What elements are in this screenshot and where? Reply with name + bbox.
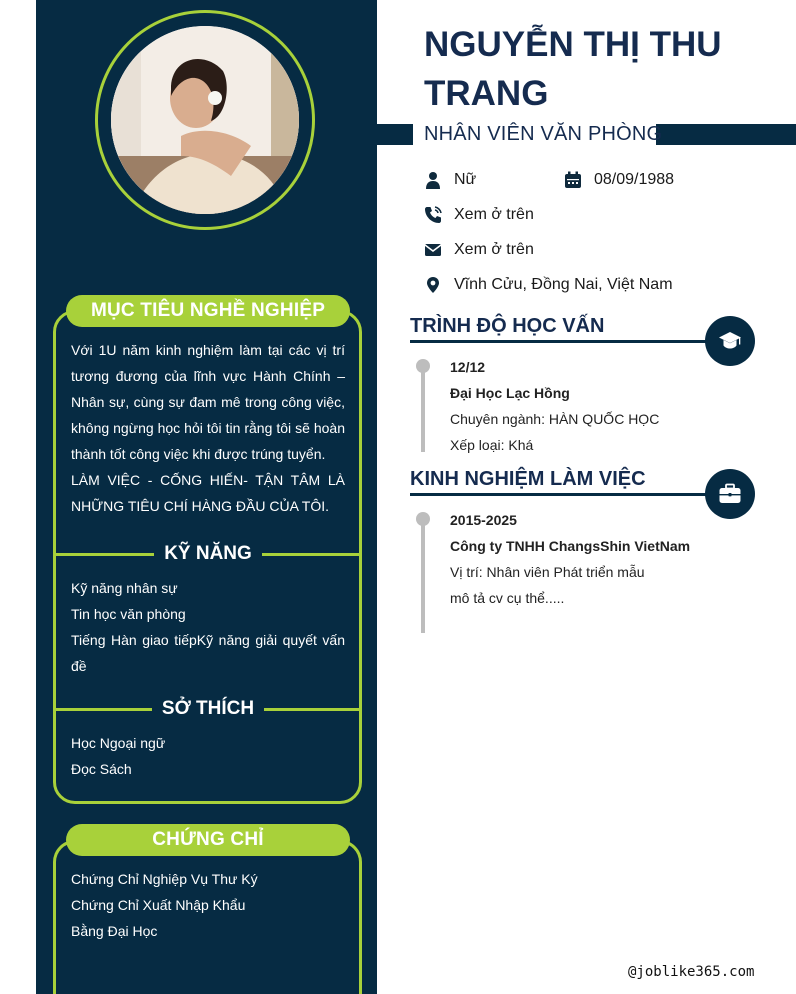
experience-period: 2015-2025 [450, 512, 517, 528]
avatar-frame [95, 10, 315, 230]
education-school: Đại Học Lạc Hồng [450, 385, 570, 401]
education-divider [410, 340, 730, 343]
certificates-heading: CHỨNG CHỈ [66, 824, 350, 856]
title-band-left [377, 124, 413, 145]
certificate-item: Bằng Đại Học [71, 923, 158, 939]
skill-item: Tiếng Hàn giao tiếpKỹ năng giải quyết vấn đề [71, 632, 345, 674]
career-goal-paragraph: Với 1U năm kinh nghiệm làm tại các vị trí tương đương của lĩnh vực Hành Chính – Nhân sự, cùng sự đam mê trong công việc, không ngừng học hỏi tôi tin rằng tôi sẽ hoàn thành tốt công việc khi được trúng tuyển. [71, 342, 345, 462]
education-timeline-bar [421, 362, 425, 452]
email-value: Xem ở trên [454, 241, 534, 258]
briefcase-icon [718, 482, 742, 506]
experience-company: Công ty TNHH ChangsShin VietNam [450, 538, 691, 554]
certificates-list [71, 866, 345, 944]
gender-row [424, 170, 564, 190]
calendar-icon [564, 170, 582, 190]
graduation-cap-icon [718, 329, 742, 353]
hobbies-heading-label: SỞ THÍCH [152, 698, 264, 719]
experience-timeline-bar [421, 515, 425, 633]
career-goal-text [71, 337, 345, 519]
skills-heading-label: KỸ NĂNG [154, 543, 262, 564]
career-goal-heading: MỤC TIÊU NGHỀ NGHIỆP [66, 295, 350, 327]
avatar [111, 26, 299, 214]
email-row [424, 240, 724, 260]
hobby-item: Đọc Sách [71, 761, 132, 777]
education-major: Chuyên ngành: HÀN QUỐC HỌC [450, 411, 660, 427]
experience-description: mô tả cv cụ thể..... [450, 590, 565, 606]
career-goal-motto: LÀM VIỆC - CỐNG HIẾN- TẬN TÂM LÀ NHỮNG TIÊU CHÍ HÀNG ĐẦU CỦA TÔI. [71, 472, 345, 514]
experience-entry [450, 507, 770, 611]
title-band-right [656, 124, 796, 145]
hobbies-heading [56, 696, 360, 722]
map-pin-icon [424, 275, 442, 295]
skills-list [71, 575, 345, 679]
experience-heading: KINH NGHIỆM LÀM VIỆC [410, 468, 646, 490]
candidate-name: NGUYỄN THỊ THU TRANG [424, 25, 722, 113]
address-row [424, 275, 744, 295]
job-title: NHÂN VIÊN VĂN PHÒNG [424, 123, 663, 145]
phone-icon [424, 205, 442, 225]
education-heading: TRÌNH ĐỘ HỌC VẤN [410, 315, 605, 337]
gender-value: Nữ [454, 171, 477, 188]
phone-row [424, 205, 724, 225]
watermark: @joblike365.com [628, 964, 755, 980]
experience-divider [410, 493, 730, 496]
skill-item: Tin học văn phòng [71, 606, 186, 622]
hobby-item: Học Ngoại ngữ [71, 735, 166, 751]
birthday-value: 08/09/1988 [594, 171, 675, 188]
hobbies-list [71, 730, 345, 782]
education-period: 12/12 [450, 359, 486, 375]
avatar-photo-icon [111, 26, 299, 214]
phone-value: Xem ở trên [454, 206, 534, 223]
address-value: Vĩnh Cửu, Đồng Nai, Việt Nam [454, 276, 673, 293]
experience-position: Vị trí: Nhân viên Phát triển mẫu [450, 564, 645, 580]
certificate-item: Chứng Chỉ Xuất Nhập Khẩu [71, 897, 246, 913]
skill-item: Kỹ năng nhân sự [71, 580, 178, 596]
envelope-icon [424, 240, 442, 260]
education-rank: Xếp loại: Khá [450, 437, 534, 453]
certificate-item: Chứng Chỉ Nghiệp Vụ Thư Ký [71, 871, 258, 887]
skills-heading [56, 541, 360, 567]
user-icon [424, 170, 442, 190]
education-entry [450, 354, 770, 458]
birthday-row [564, 170, 744, 190]
